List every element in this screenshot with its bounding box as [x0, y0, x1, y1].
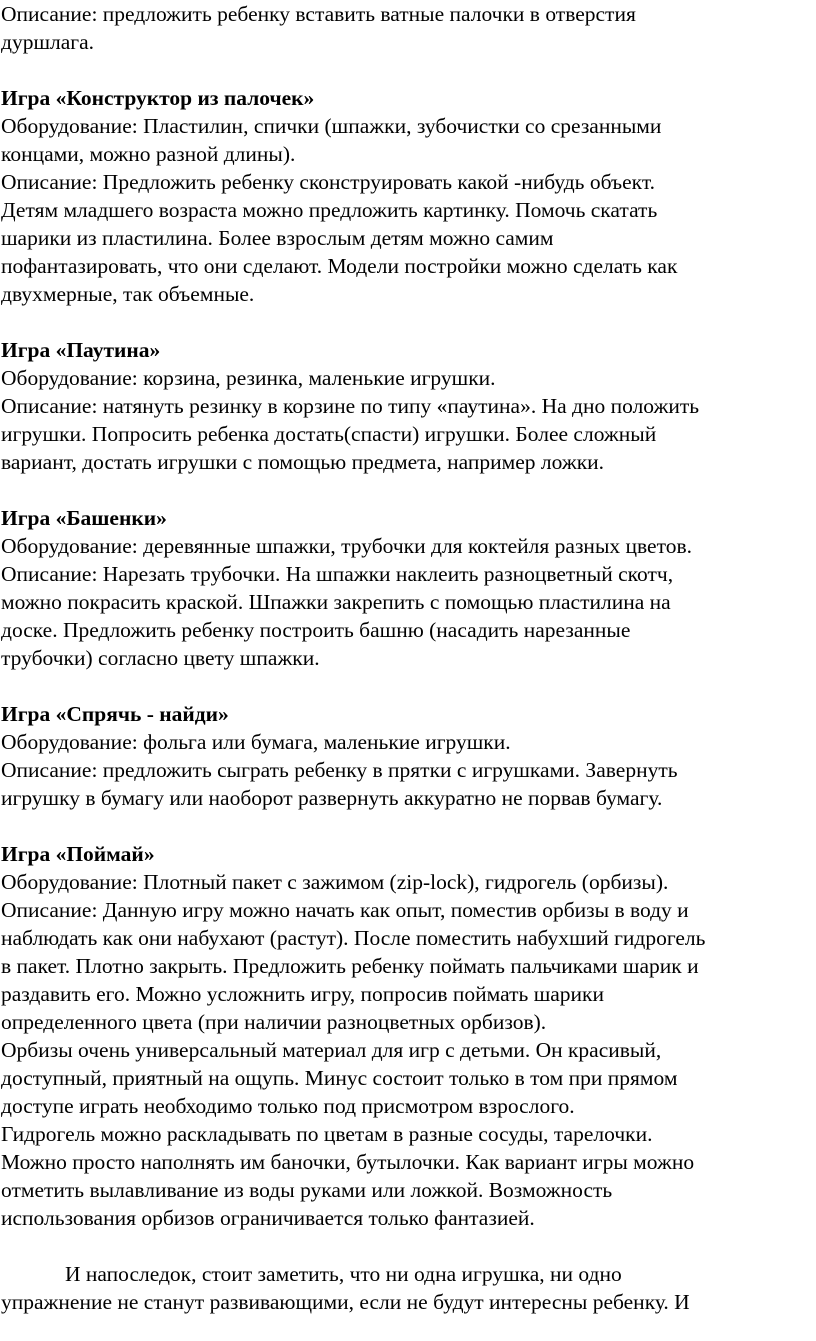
section-heading: Игра «Поймай» — [1, 842, 155, 866]
text-line: доступе играть необходимо только под присмотром взрослого. — [1, 1094, 575, 1118]
game-section-web — [1, 336, 808, 476]
paragraph-spacer — [1, 812, 808, 840]
game-section-hide-seek — [1, 700, 808, 812]
text-line: И напоследок, стоит заметить, что ни одна игрушка, ни одно — [65, 1262, 622, 1286]
game-section-towers — [1, 504, 808, 672]
text-line: Описание: Нарезать трубочки. На шпажки наклеить разноцветный скотч, — [1, 562, 674, 586]
text-line: Оборудование: корзина, резинка, маленькие игрушки. — [1, 366, 496, 390]
text-line: дуршлага. — [1, 30, 95, 54]
paragraph-spacer — [1, 308, 808, 336]
paragraph-spacer — [1, 1232, 808, 1260]
text-line: упражнение не станут развивающими, если не будут интересны ребенку. И — [1, 1290, 690, 1314]
text-line: игрушку в бумагу или наоборот развернуть аккуратно не порвав бумагу. — [1, 786, 663, 810]
paragraph-spacer — [1, 476, 808, 504]
text-line: Оборудование: Пластилин, спички (шпажки, зубочистки со срезанными — [1, 114, 662, 138]
text-line: Детям младшего возраста можно предложить картинку. Помочь скатать — [1, 198, 658, 222]
section-heading: Игра «Спрячь - найди» — [1, 702, 229, 726]
text-line: раздавить его. Можно усложнить игру, попросив поймать шарики — [1, 982, 604, 1006]
text-line: игрушки. Попросить ребенка достать(спасти) игрушки. Более сложный — [1, 422, 657, 446]
closing-paragraph — [1, 1260, 808, 1316]
text-line: доске. Предложить ребенку построить башню (насадить нарезанные — [1, 618, 631, 642]
section-heading: Игра «Башенки» — [1, 506, 167, 530]
text-line: Орбизы очень универсальный материал для игр с детьми. Он красивый, — [1, 1038, 662, 1062]
text-line: наблюдать как они набухают (растут). После поместить набухший гидрогель — [1, 926, 706, 950]
text-line: Описание: предложить сыграть ребенку в прятки с игрушками. Завернуть — [1, 758, 678, 782]
text-line: концами, можно разной длины). — [1, 142, 296, 166]
text-line: отметить вылавливание из воды руками или ложкой. Возможность — [1, 1178, 613, 1202]
text-line: Описание: Данную игру можно начать как опыт, поместив орбизы в воду и — [1, 898, 689, 922]
text-line: можно покрасить краской. Шпажки закрепить с помощью пластилина на — [1, 590, 671, 614]
game-section-constructor — [1, 84, 808, 308]
paragraph-spacer — [1, 56, 808, 84]
text-line: в пакет. Плотно закрыть. Предложить ребенку поймать пальчиками шарик и — [1, 954, 699, 978]
text-line: Гидрогель можно раскладывать по цветам в разные сосуды, тарелочки. — [1, 1122, 653, 1146]
game-section-catch — [1, 840, 808, 1232]
text-line: Описание: предложить ребенку вставить ватные палочки в отверстия — [1, 2, 636, 26]
text-line: шарики из пластилина. Более взрослым детям можно самим — [1, 226, 554, 250]
text-line: Оборудование: фольга или бумага, маленькие игрушки. — [1, 730, 511, 754]
intro-paragraph — [1, 0, 808, 56]
section-heading: Игра «Паутина» — [1, 338, 161, 362]
text-line: Можно просто наполнять им баночки, бутылочки. Как вариант игры можно — [1, 1150, 695, 1174]
text-line: Оборудование: деревянные шпажки, трубочки для коктейля разных цветов. — [1, 534, 692, 558]
text-line: двухмерные, так объемные. — [1, 282, 255, 306]
text-line: вариант, достать игрушки с помощью предмета, например ложки. — [1, 450, 605, 474]
text-line: Описание: натянуть резинку в корзине по типу «паутина». На дно положить — [1, 394, 700, 418]
text-line: пофантазировать, что они сделают. Модели постройки можно сделать как — [1, 254, 678, 278]
paragraph-spacer — [1, 672, 808, 700]
text-line: трубочки) согласно цвету шпажки. — [1, 646, 320, 670]
text-line: использования орбизов ограничивается только фантазией. — [1, 1206, 535, 1230]
section-heading: Игра «Конструктор из палочек» — [1, 86, 315, 110]
text-line: Оборудование: Плотный пакет с зажимом (zip-lock), гидрогель (орбизы). — [1, 870, 669, 894]
text-line: Описание: Предложить ребенку сконструировать какой -нибудь объект. — [1, 170, 655, 194]
text-line: определенного цвета (при наличии разноцветных орбизов). — [1, 1010, 547, 1034]
text-line: доступный, приятный на ощупь. Минус состоит только в том при прямом — [1, 1066, 678, 1090]
